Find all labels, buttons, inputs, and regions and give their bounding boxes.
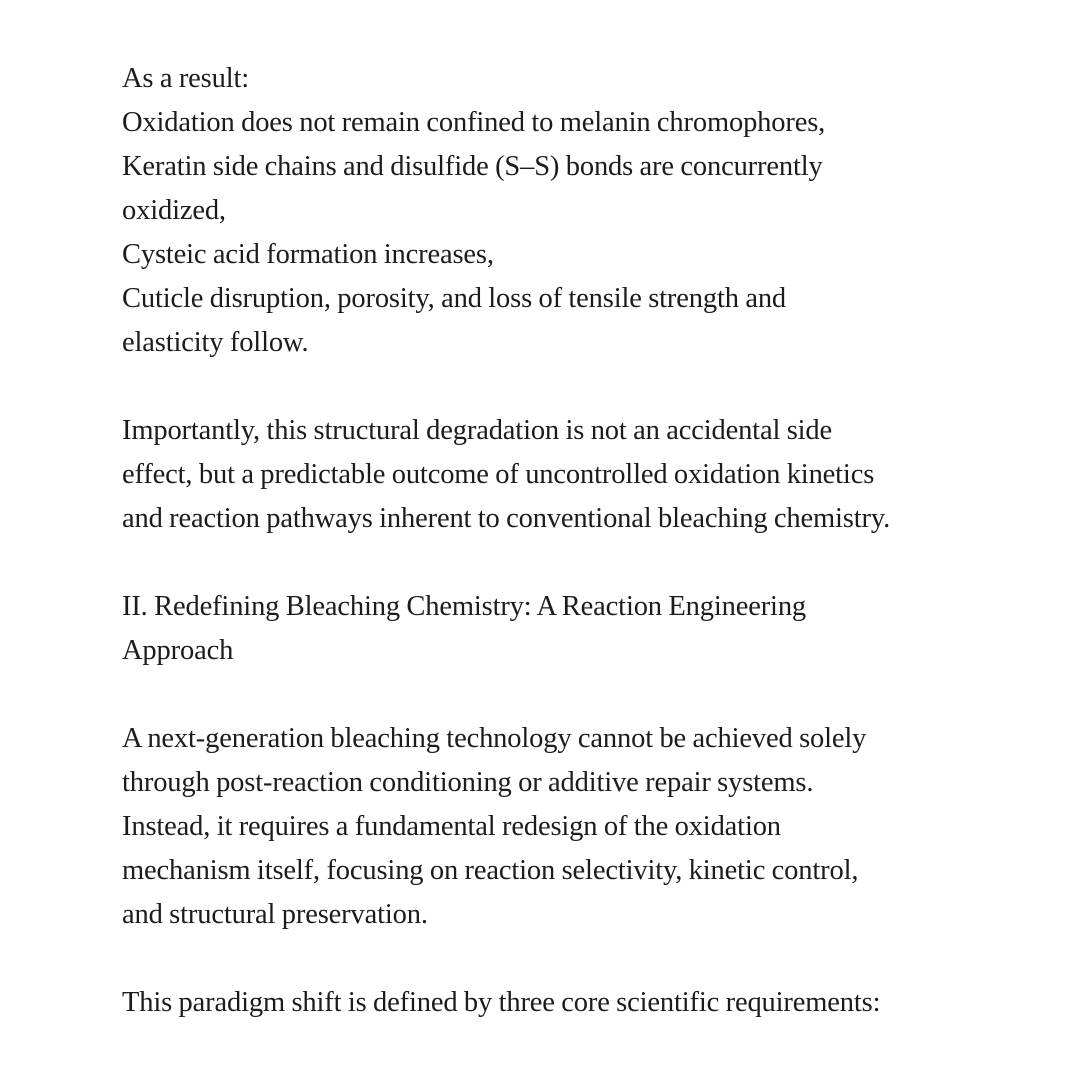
paragraph-line: through post-reaction conditioning or additive repair systems. bbox=[122, 767, 814, 798]
paragraph-line: A next-generation bleaching technology cannot be achieved solely bbox=[122, 723, 867, 754]
heading-line: Approach bbox=[122, 635, 234, 666]
paragraph-gap bbox=[122, 541, 972, 585]
paragraph-line: mechanism itself, focusing on reaction selectivity, kinetic control, bbox=[122, 855, 859, 886]
result-item: oxidized, bbox=[122, 195, 226, 226]
paragraph-line: Instead, it requires a fundamental redesign of the oxidation bbox=[122, 811, 781, 842]
next-gen-paragraph bbox=[122, 717, 972, 937]
result-item: Cuticle disruption, porosity, and loss of tensile strength and bbox=[122, 283, 787, 314]
importantly-paragraph bbox=[122, 409, 972, 541]
paragraph-gap bbox=[122, 673, 972, 717]
paragraph-line: effect, but a predictable outcome of uncontrolled oxidation kinetics bbox=[122, 459, 875, 490]
result-intro: As a result: bbox=[122, 63, 250, 94]
section-heading bbox=[122, 585, 972, 673]
paragraph-line: and structural preservation. bbox=[122, 899, 428, 930]
paragraph-line: Importantly, this structural degradation is not an accidental side bbox=[122, 415, 832, 446]
heading-line: II. Redefining Bleaching Chemistry: A Reaction Engineering bbox=[122, 591, 807, 622]
result-item: Oxidation does not remain confined to melanin chromophores, bbox=[122, 107, 826, 138]
result-item: elasticity follow. bbox=[122, 327, 309, 358]
paragraph-line: and reaction pathways inherent to conventional bleaching chemistry. bbox=[122, 503, 891, 534]
paragraph-line: This paradigm shift is defined by three core scientific requirements: bbox=[122, 987, 881, 1018]
document-body bbox=[122, 57, 972, 1025]
result-item: Keratin side chains and disulfide (S–S) bonds are concurrently bbox=[122, 151, 823, 182]
result-block bbox=[122, 57, 972, 365]
paragraph-gap bbox=[122, 365, 972, 409]
paradigm-paragraph bbox=[122, 981, 972, 1025]
paragraph-gap bbox=[122, 937, 972, 981]
result-item: Cysteic acid formation increases, bbox=[122, 239, 494, 270]
